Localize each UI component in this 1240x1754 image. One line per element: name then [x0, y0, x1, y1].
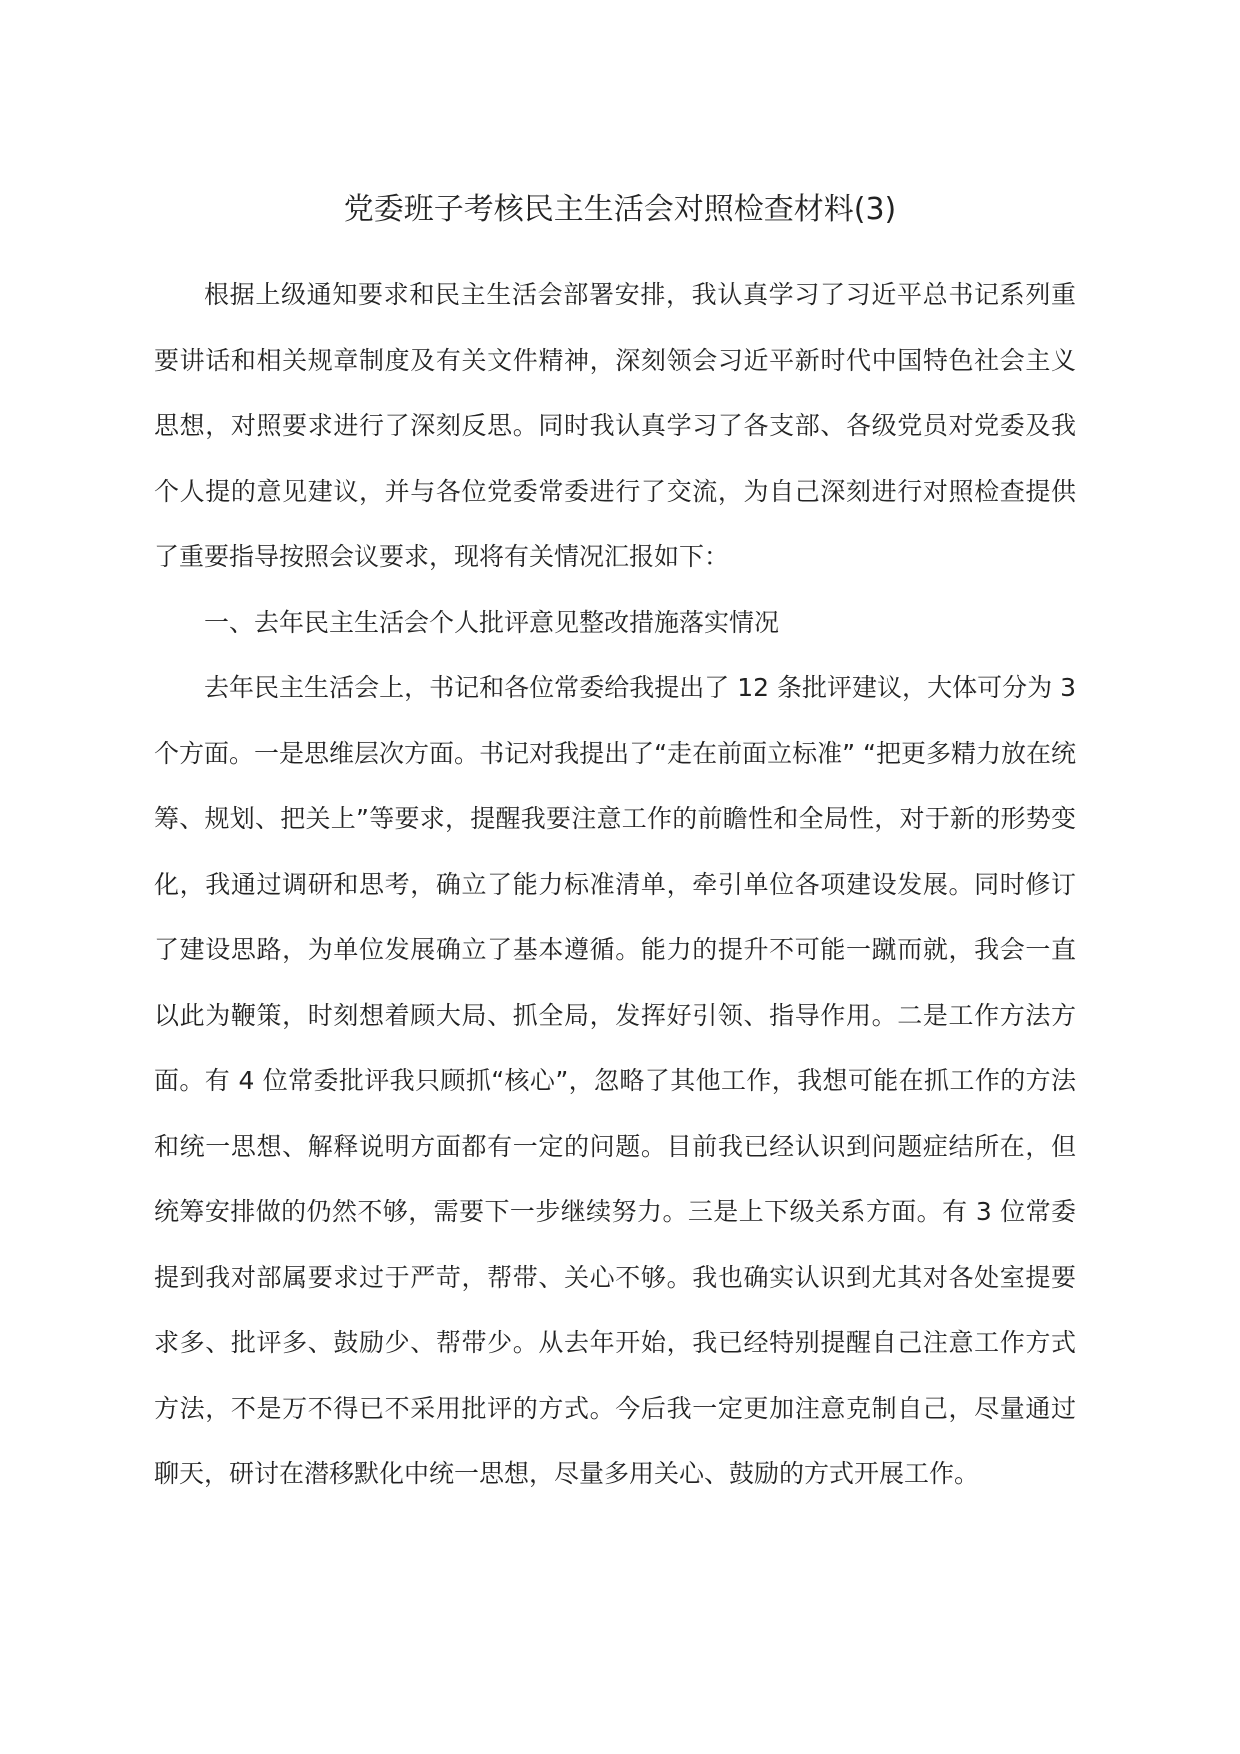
document-body	[154, 262, 1076, 1507]
section-heading: 一、去年民主生活会个人批评意见整改措施落实情况	[204, 607, 780, 637]
document-title: 党委班子考核民主生活会对照检查材料(3)	[343, 192, 897, 227]
intro-paragraph: 根据上级通知要求和民主生活会部署安排，我认真学习了习近平总书记系列重要讲话和相关规章制度及有关文件精神，深刻领会习近平新时代中国特色社会主义思想，对照要求进行了深刻反思。同时我认真学习了各支部、各级党员对党委及我个人提的意见建议，并与各位党委常委进行了交流，为自己深刻进行对照检查提供了重要指导按照会议要求，现将有关情况汇报如下：	[154, 280, 1076, 571]
section-paragraph: 去年民主生活会上，书记和各位常委给我提出了 12 条批评建议，大体可分为 3 个方面。一是思维层次方面。书记对我提出了“走在前面立标准” “把更多精力放在统筹、规划、把关上”等要求，提醒我要注意工作的前瞻性和全局性，对于新的形势变化，我通过调研和思考，确立了能力标准清单，牵引单位各项建设发展。同时修订了建设思路，为单位发展确立了基本遵循。能力的提升不可能一蹴而就，我会一直以此为鞭策，时刻想着顾大局、抓全局，发挥好引领、指导作用。二是工作方法方面。有 4 位常委批评我只顾抓“核心”，忽略了其他工作，我想可能在抓工作的方法和统一思想、解释说明方面都有一定的问题。目前我已经认识到问题症结所在，但统筹安排做的仍然不够，需要下一步继续努力。三是上下级关系方面。有 3 位常委提到我对部属要求过于严苛，帮带、关心不够。我也确实认识到尤其对各处室提要求多、批评多、鼓励少、帮带少。从去年开始，我已经特别提醒自己注意工作方式方法，不是万不得已不采用批评的方式。今后我一定更加注意克制自己，尽量通过聊天，研讨在潜移默化中统一思想，尽量多用关心、鼓励的方式开展工作。	[154, 673, 1076, 1488]
